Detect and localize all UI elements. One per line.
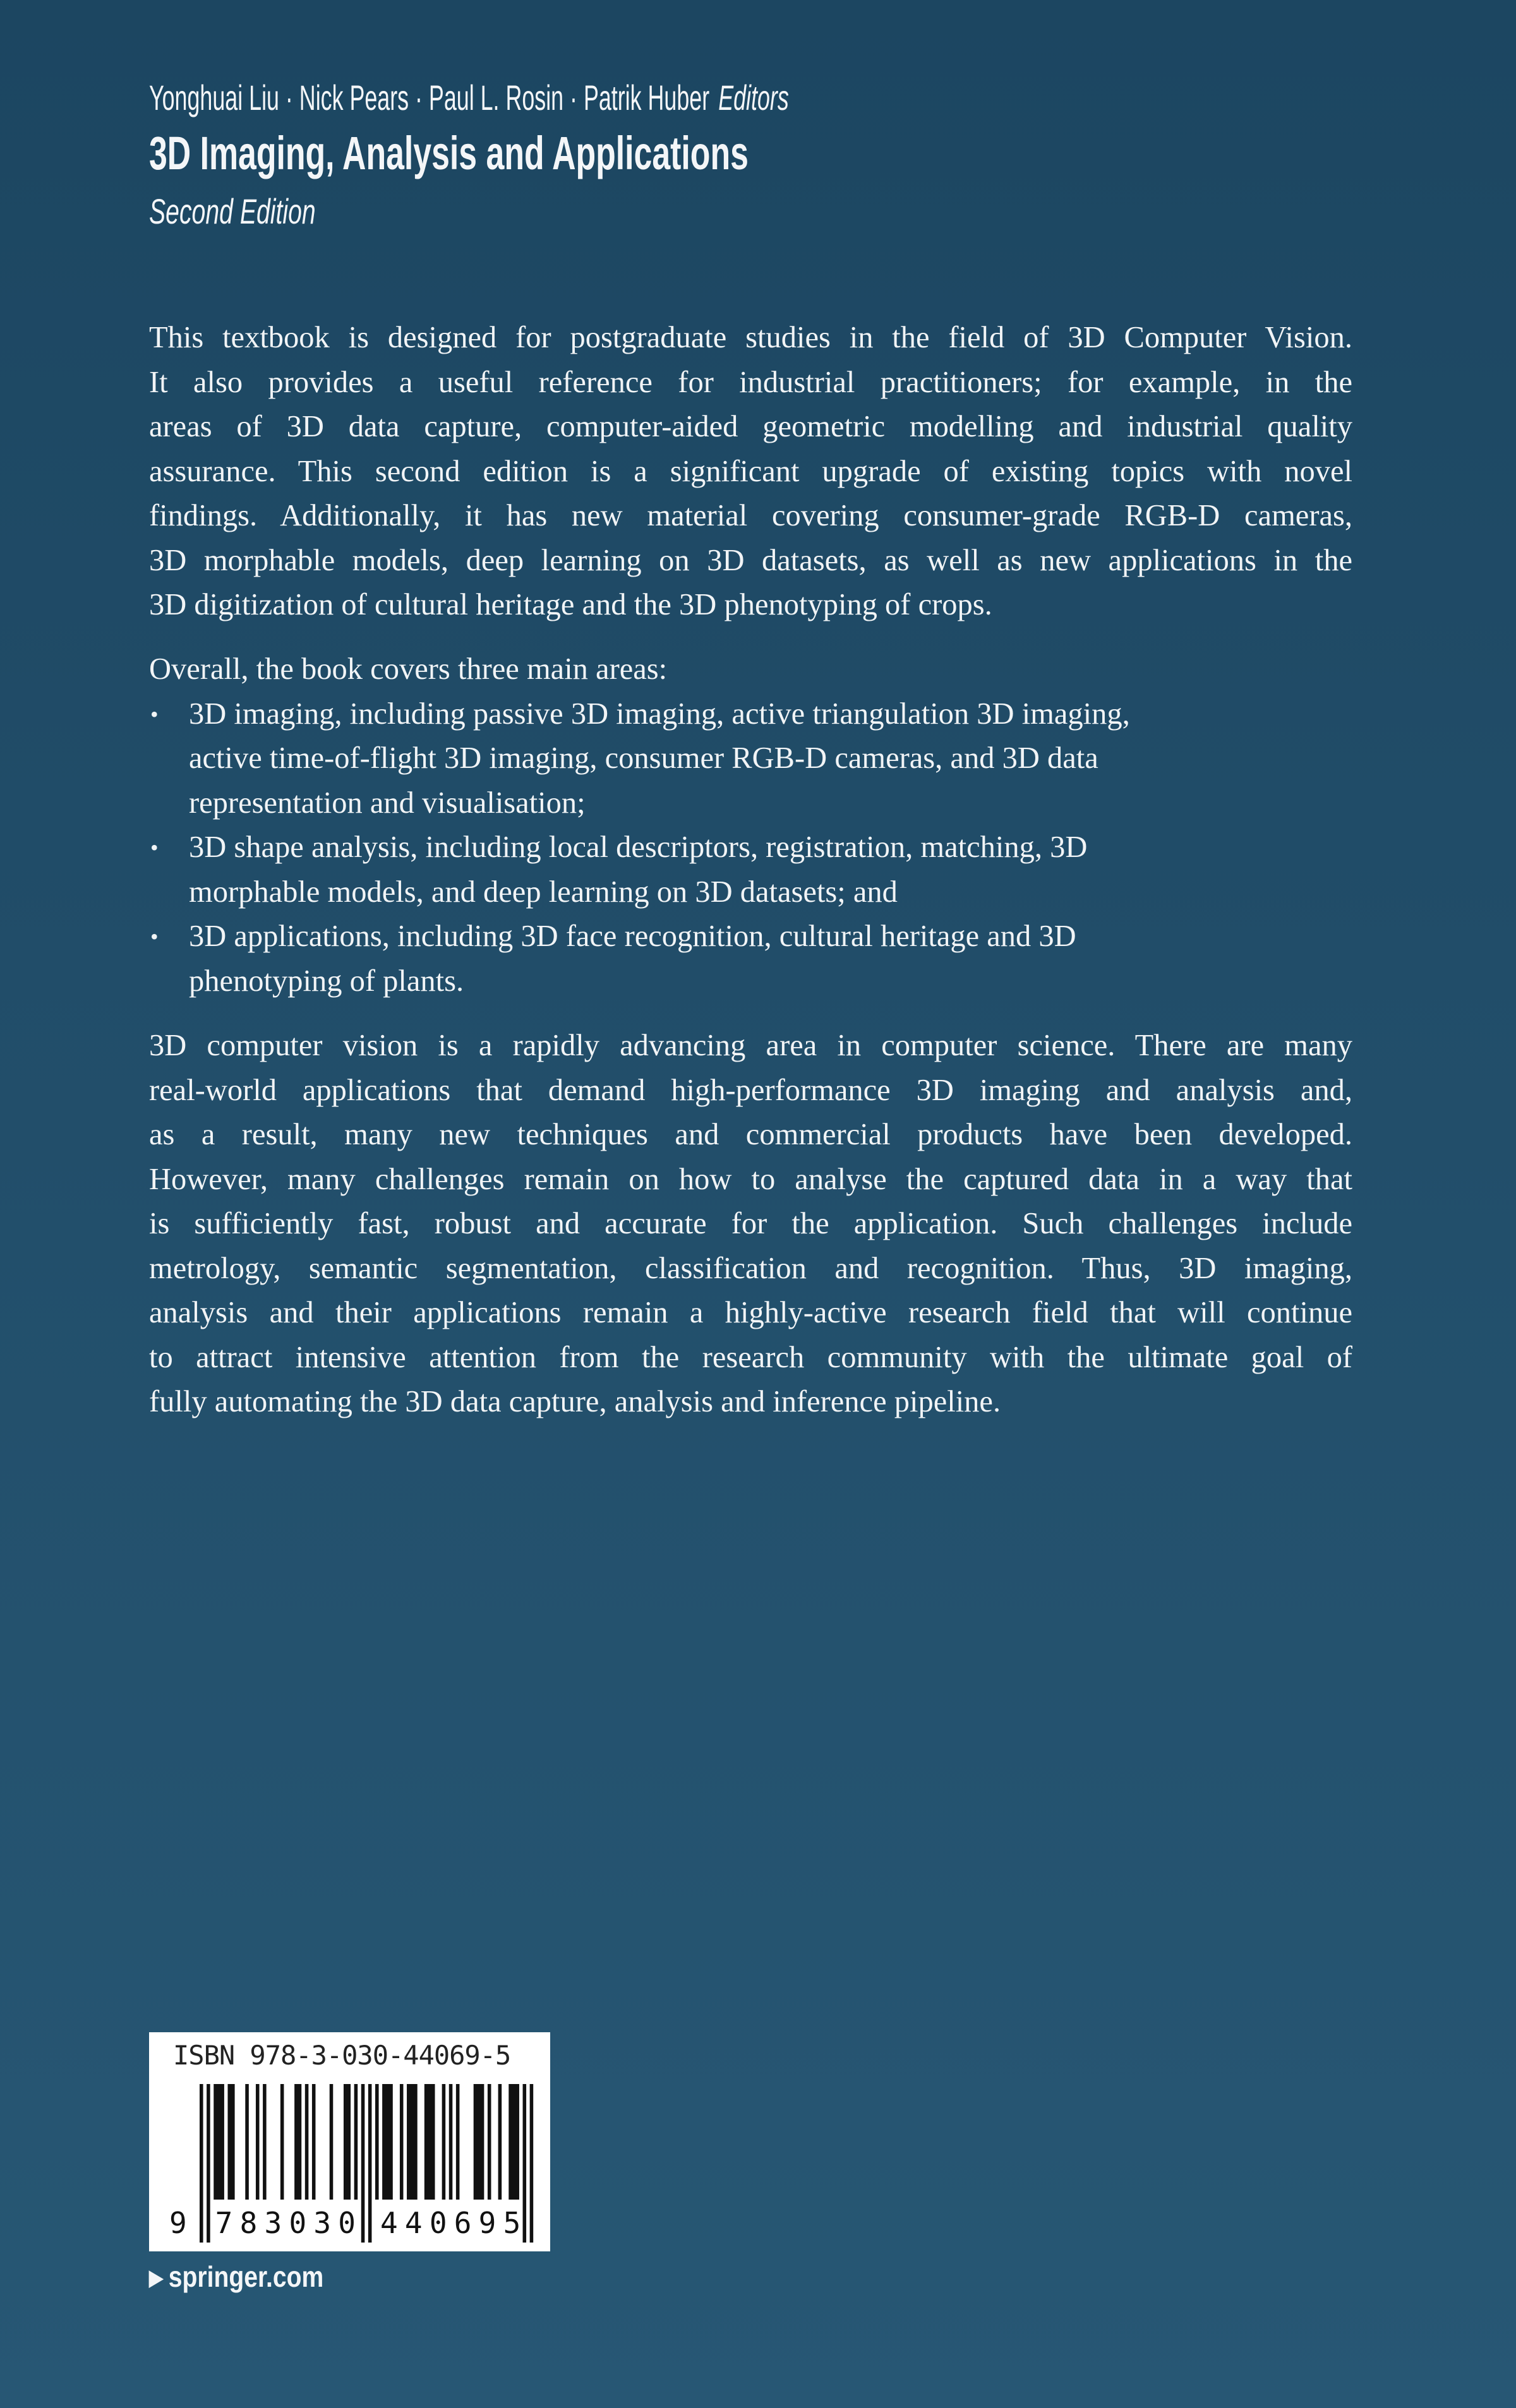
list-item-line: 3D applications, including 3D face recognition, cultural heritage and 3D [189, 919, 1076, 953]
edition-label: Second Edition [149, 191, 316, 231]
barcode-bar [294, 2084, 301, 2200]
barcode-bar [424, 2084, 435, 2200]
text-line: as a result, many new techniques and commercial products have been developed. [149, 1118, 1352, 1151]
barcode-bar [449, 2084, 453, 2200]
barcode-bar [344, 2084, 351, 2200]
text-line: to attract intensive attention from the research community with the ultimate goal of [149, 1340, 1352, 1374]
list-item-line: 3D shape analysis, including local descriptors, registration, matching, 3D [189, 830, 1088, 864]
barcode-bar [407, 2084, 418, 2200]
barcode-bar [498, 2084, 502, 2200]
barcode-bar [508, 2084, 519, 2200]
areas-list-section [149, 647, 1352, 1003]
list-item [149, 692, 1352, 826]
text-line: However, many challenges remain on how to analyse the captured data in a way that [149, 1162, 1352, 1196]
editors-label: Editors [718, 78, 789, 117]
text-line: fully automating the 3D data capture, analysis and inference pipeline. [149, 1385, 1001, 1418]
barcode-bar [400, 2084, 404, 2200]
barcode-digit: 9 [169, 2206, 187, 2240]
bullet-icon: • [150, 924, 159, 949]
barcode-bar [263, 2084, 267, 2200]
text-line: areas of 3D data capture, computer-aided geometric modelling and industrial quality [149, 410, 1352, 443]
text-line: It also provides a useful reference for industrial practitioners; for example, in the [149, 365, 1352, 399]
barcode-digit: 4 [380, 2206, 398, 2240]
barcode-digit: 0 [289, 2206, 307, 2240]
barcode-digit: 8 [239, 2206, 258, 2240]
list-item-line: phenotyping of plants. [189, 964, 464, 998]
barcode-guard-bar [523, 2084, 527, 2243]
text-line: 3D digitization of cultural heritage and the 3D phenotyping of crops. [149, 588, 992, 621]
isbn-label: ISBN 978-3-030-44069-5 [173, 2040, 511, 2071]
barcode-bar [382, 2084, 393, 2200]
isbn-barcode [149, 2032, 550, 2251]
barcode-guard-bar [361, 2084, 365, 2243]
barcode-digit: 3 [264, 2206, 282, 2240]
publisher-website-link[interactable] [149, 2260, 323, 2294]
barcode-guard-bar [530, 2084, 534, 2243]
barcode-bar [375, 2084, 379, 2200]
text-line: This textbook is designed for postgraduate studies in the field of 3D Computer Vision. [149, 321, 1352, 354]
list-item-line: active time-of-flight 3D imaging, consumer RGB-D cameras, and 3D data [189, 741, 1098, 775]
barcode-bar [488, 2084, 491, 2200]
book-title: 3D Imaging, Analysis and Applications [149, 127, 749, 179]
barcode-digit: 0 [338, 2206, 356, 2240]
barcode-bar [474, 2084, 484, 2200]
barcode-digit: 7 [215, 2206, 233, 2240]
editors-line [149, 77, 789, 118]
list-item-line: morphable models, and deep learning on 3D datasets; and [189, 875, 898, 909]
text-line: is sufficiently fast, robust and accurate for the application. Such challenges include [149, 1207, 1352, 1240]
right-triangle-icon: ▶ [149, 2266, 164, 2290]
barcode-bar [214, 2084, 224, 2200]
barcode-guard-bar [200, 2084, 203, 2243]
barcode-guard-bar [207, 2084, 210, 2243]
barcode-digit: 6 [454, 2206, 472, 2240]
text-line: analysis and their applications remain a highly-active research field that will continue [149, 1296, 1352, 1329]
list-intro: Overall, the book covers three main areas: [149, 652, 668, 686]
bullet-icon: • [150, 701, 159, 727]
barcode-bar [245, 2084, 249, 2200]
barcode-graphic [149, 2032, 550, 2251]
author-names: Yonghuai Liu · Nick Pears · Paul L. Rosin · Patrik Huber [149, 78, 710, 117]
barcode-digit: 3 [313, 2206, 332, 2240]
barcode-bar [456, 2084, 460, 2200]
website-text: springer.com [168, 2260, 324, 2293]
barcode-digit: 5 [503, 2206, 521, 2240]
list-item-line: representation and visualisation; [189, 786, 586, 820]
bullet-icon: • [150, 835, 159, 860]
barcode-guard-bar [368, 2084, 372, 2243]
text-line: real-world applications that demand high-performance 3D imaging and analysis and, [149, 1073, 1352, 1107]
text-line: findings. Additionally, it has new material covering consumer-grade RGB-D cameras, [149, 499, 1352, 532]
barcode-bar [256, 2084, 260, 2200]
barcode-bar [305, 2084, 309, 2200]
barcode-digit: 0 [429, 2206, 447, 2240]
barcode-bar [227, 2084, 234, 2200]
text-line: 3D morphable models, deep learning on 3D datasets, as well as new applications in the [149, 543, 1352, 577]
text-line: metrology, semantic segmentation, classification and recognition. Thus, 3D imaging, [149, 1251, 1352, 1285]
barcode-digit: 9 [478, 2206, 496, 2240]
list-item [149, 914, 1352, 1003]
barcode-bar [312, 2084, 316, 2200]
text-line: 3D computer vision is a rapidly advancing area in computer science. There are many [149, 1029, 1352, 1062]
barcode-bar [442, 2084, 446, 2200]
barcode-digit: 4 [404, 2206, 423, 2240]
text-line: assurance. This second edition is a significant upgrade of existing topics with novel [149, 454, 1352, 488]
description-paragraph-1 [149, 316, 1352, 628]
barcode-bar [280, 2084, 284, 2200]
barcode-bar [354, 2084, 358, 2200]
description-paragraph-3 [149, 1024, 1352, 1425]
list-item-line: 3D imaging, including passive 3D imaging, active triangulation 3D imaging, [189, 697, 1130, 731]
list-item [149, 825, 1352, 914]
barcode-bar [330, 2084, 334, 2200]
